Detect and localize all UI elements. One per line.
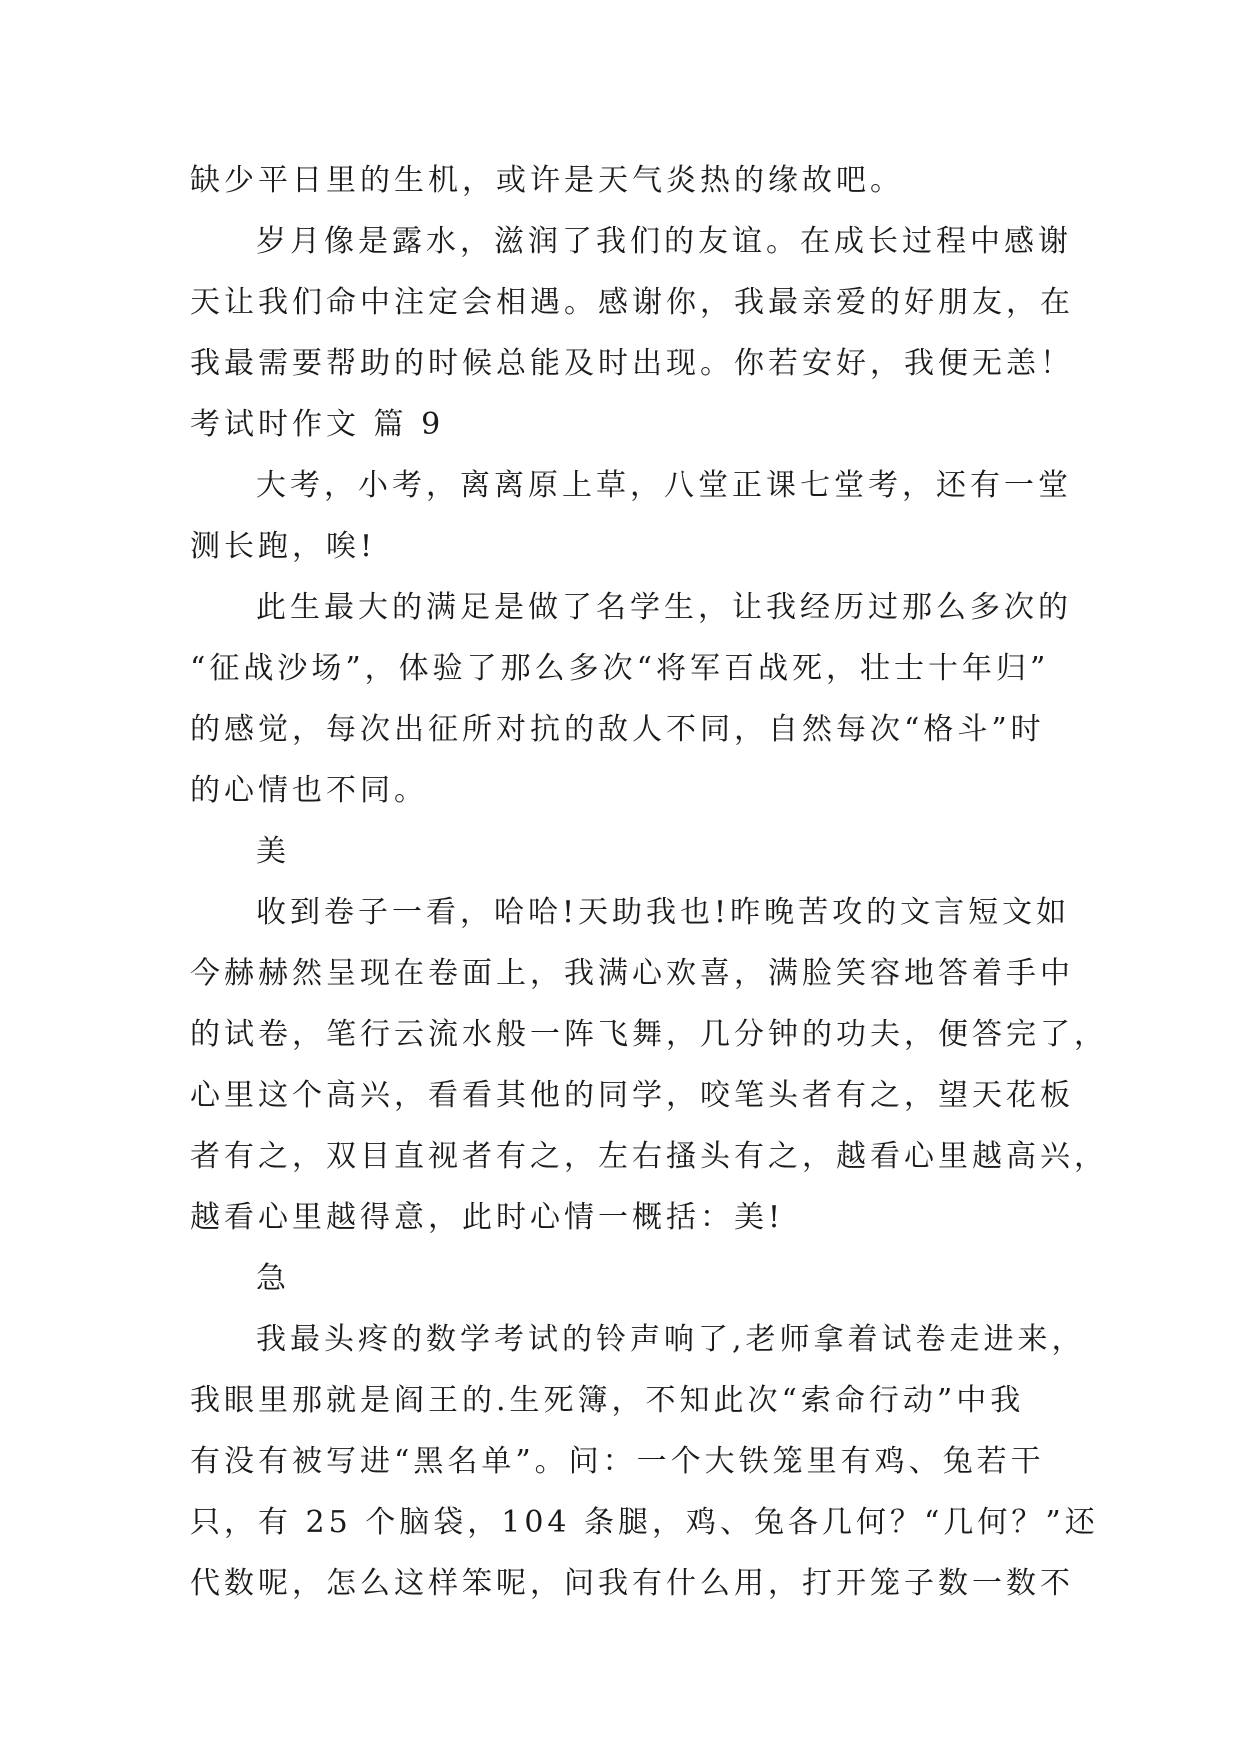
text-line: 考试时作文 篇 9 — [190, 407, 445, 442]
text-line: 测长跑，唉! — [190, 529, 377, 564]
text-line: 缺少平日里的生机，或许是天气炎热的缘故吧。 — [190, 163, 904, 198]
text-line: 收到卷子一看，哈哈!天助我也!昨晚苦攻的文言短文如 — [256, 895, 1071, 930]
text-line: 急 — [256, 1261, 290, 1296]
text-line: 有没有被写进“黑名单”。问：一个大铁笼里有鸡、兔若干 — [190, 1444, 1045, 1479]
text-line: 的心情也不同。 — [190, 773, 428, 808]
text-line: 我最需要帮助的时候总能及时出现。你若安好，我便无恙！ — [190, 346, 1074, 381]
text-line: 代数呢，怎么这样笨呢，问我有什么用，打开笼子数一数不 — [190, 1566, 1074, 1601]
document-body — [190, 150, 1108, 1614]
text-line: 此生最大的满足是做了名学生，让我经历过那么多次的 — [256, 590, 1072, 625]
text-line: 的感觉，每次出征所对抗的敌人不同，自然每次“格斗”时 — [190, 712, 1045, 747]
text-line: 心里这个高兴，看看其他的同学，咬笔头者有之，望天花板 — [190, 1078, 1074, 1113]
text-line: 越看心里越得意，此时心情一概括：美! — [190, 1200, 785, 1235]
text-line: 的试卷，笔行云流水般一阵飞舞，几分钟的功夫，便答完了， — [190, 1017, 1108, 1052]
text-line: “征战沙场”，体验了那么多次“将军百战死，壮士十年归” — [190, 651, 1050, 686]
text-line: 者有之，双目直视者有之，左右搔头有之，越看心里越高兴， — [190, 1139, 1108, 1174]
text-line: 我眼里那就是阎王的.生死簿，不知此次“索命行动”中我 — [190, 1383, 1025, 1418]
text-line: 只，有 25 个脑袋，104 条腿，鸡、兔各几何？“几何？”还 — [190, 1505, 1099, 1540]
text-line: 天让我们命中注定会相遇。感谢你，我最亲爱的好朋友，在 — [190, 285, 1074, 320]
text-line: 今赫赫然呈现在卷面上，我满心欢喜，满脸笑容地答着手中 — [190, 956, 1074, 991]
text-line: 我最头疼的数学考试的铃声响了,老师拿着试卷走进来， — [256, 1322, 1086, 1357]
text-line: 大考，小考，离离原上草，八堂正课七堂考，还有一堂 — [256, 468, 1072, 503]
text-line: 美 — [256, 834, 290, 869]
text-line: 岁月像是露水，滋润了我们的友谊。在成长过程中感谢 — [256, 224, 1072, 259]
